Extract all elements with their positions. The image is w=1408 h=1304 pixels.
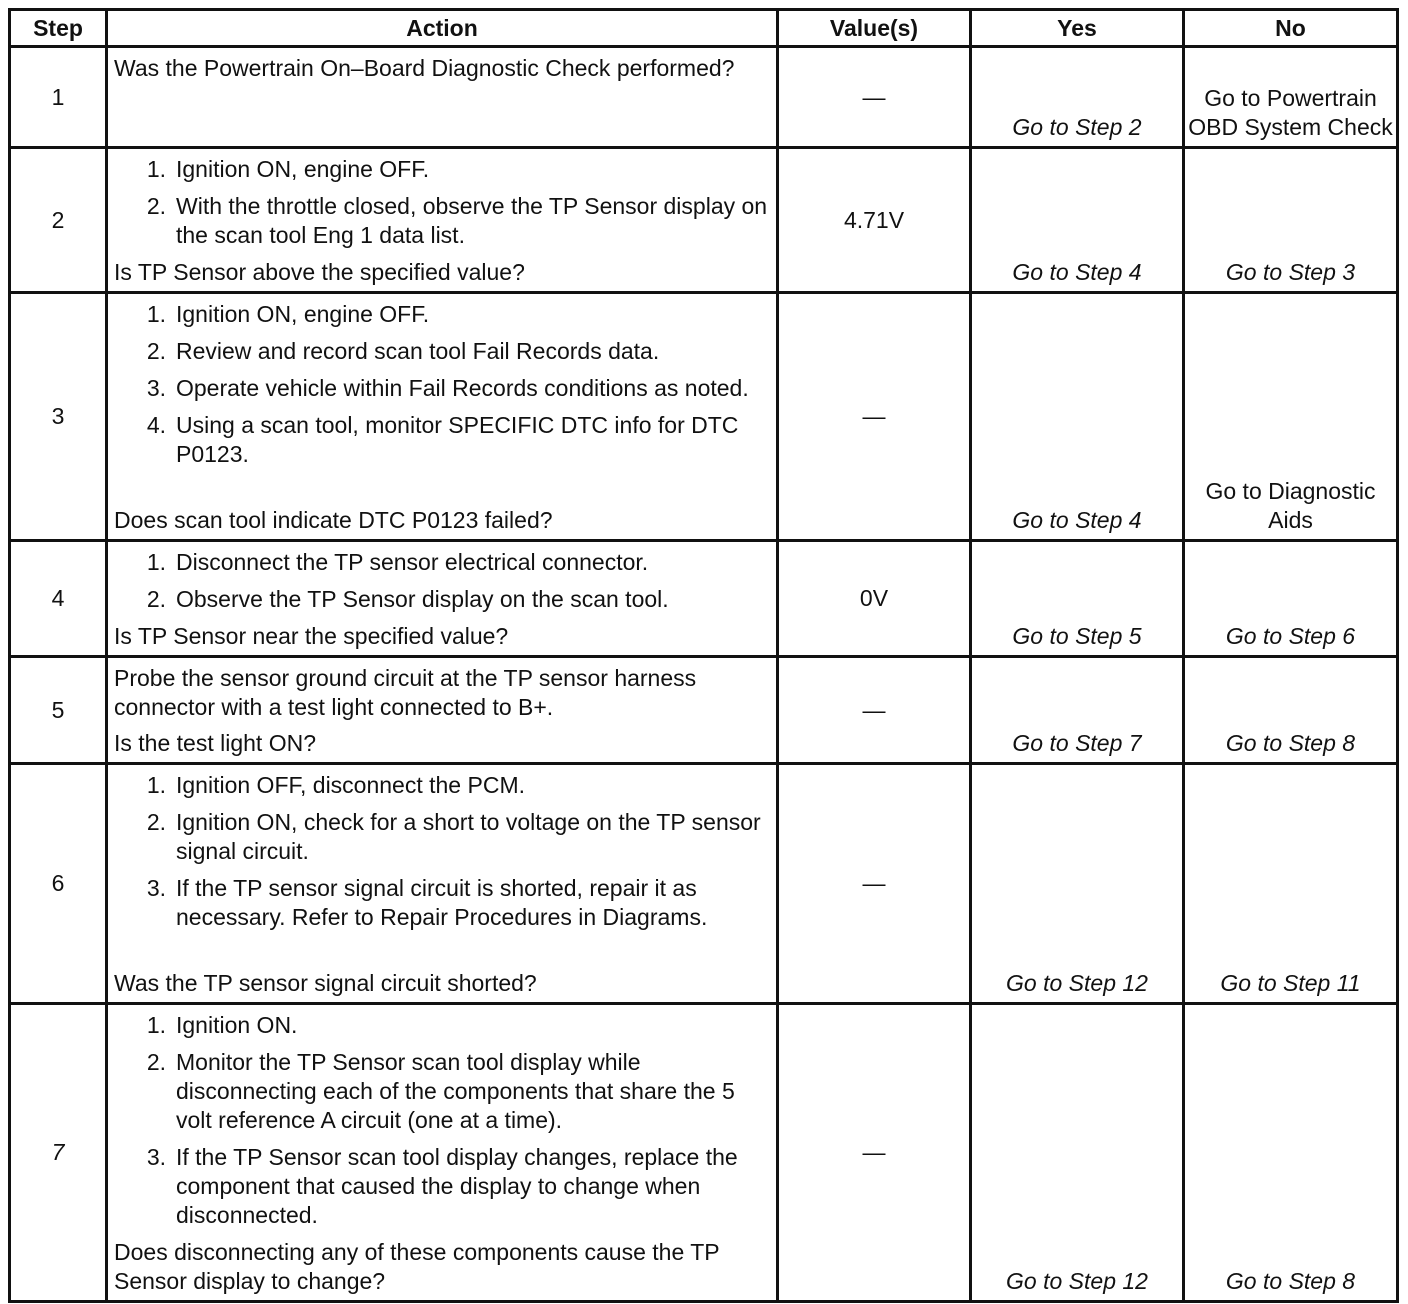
table-row bbox=[10, 148, 1398, 293]
value-cell: — bbox=[778, 1004, 971, 1302]
action-step-number: 4. bbox=[146, 412, 166, 438]
table-body bbox=[10, 47, 1398, 1302]
action-question: Is TP Sensor near the specified value? bbox=[114, 623, 509, 649]
step-number: 7 bbox=[10, 1004, 107, 1302]
action-step-text: Ignition ON, check for a short to voltage on the TP sensor signal circuit. bbox=[176, 809, 761, 864]
value-cell: — bbox=[778, 47, 971, 148]
action-step-item bbox=[114, 1048, 768, 1135]
action-step-item bbox=[114, 411, 768, 469]
action-question: Is TP Sensor above the specified value? bbox=[114, 259, 525, 285]
diagnostic-table bbox=[8, 8, 1399, 1303]
yes-cell: Go to Step 2 bbox=[971, 47, 1184, 148]
action-cell bbox=[107, 47, 778, 148]
action-step-number: 1. bbox=[146, 549, 166, 575]
action-step-list bbox=[114, 155, 768, 250]
action-step-number: 2. bbox=[146, 586, 166, 612]
step-number: 5 bbox=[10, 657, 107, 764]
value-cell: — bbox=[778, 764, 971, 1004]
value-cell: — bbox=[778, 657, 971, 764]
action-question: Is the test light ON? bbox=[114, 730, 316, 756]
yes-cell: Go to Step 7 bbox=[971, 657, 1184, 764]
diagnostic-table-container bbox=[8, 8, 1396, 1296]
yes-cell: Go to Step 4 bbox=[971, 148, 1184, 293]
no-cell: Go to Step 11 bbox=[1184, 764, 1398, 1004]
action-question: Does disconnecting any of these components cause the TP Sensor display to change? bbox=[114, 1239, 720, 1294]
step-number: 3 bbox=[10, 293, 107, 541]
action-question: Does scan tool indicate DTC P0123 failed? bbox=[114, 507, 553, 533]
table-row bbox=[10, 47, 1398, 148]
table-row bbox=[10, 541, 1398, 657]
action-content bbox=[114, 548, 768, 651]
step-number: 1 bbox=[10, 47, 107, 148]
action-cell bbox=[107, 148, 778, 293]
step-number: 2 bbox=[10, 148, 107, 293]
table-row bbox=[10, 1004, 1398, 1302]
action-step-text: If the TP Sensor scan tool display changes, replace the component that caused the display to change when disconnected. bbox=[176, 1144, 738, 1228]
action-step-text: Ignition ON. bbox=[176, 1012, 298, 1038]
action-content bbox=[114, 54, 768, 142]
action-step-item bbox=[114, 771, 768, 800]
table-row bbox=[10, 657, 1398, 764]
header-no: No bbox=[1184, 10, 1398, 47]
action-step-number: 1. bbox=[146, 301, 166, 327]
action-instructions bbox=[114, 155, 768, 258]
action-step-list bbox=[114, 771, 768, 932]
step-number: 6 bbox=[10, 764, 107, 1004]
action-step-list bbox=[114, 1011, 768, 1230]
action-instructions bbox=[114, 664, 768, 728]
action-step-item bbox=[114, 585, 768, 614]
action-step-item bbox=[114, 808, 768, 866]
action-cell bbox=[107, 764, 778, 1004]
yes-cell: Go to Step 4 bbox=[971, 293, 1184, 541]
action-step-item bbox=[114, 192, 768, 250]
action-step-text: Ignition ON, engine OFF. bbox=[176, 156, 430, 182]
action-step-number: 2. bbox=[146, 1049, 166, 1075]
header-row bbox=[10, 10, 1398, 47]
value-cell: — bbox=[778, 293, 971, 541]
action-step-number: 2. bbox=[146, 338, 166, 364]
no-cell: Go to Powertrain OBD System Check bbox=[1184, 47, 1398, 148]
action-intro-text: Probe the sensor ground circuit at the TP sensor harness connector with a test light connected to B+. bbox=[114, 665, 697, 720]
action-step-item bbox=[114, 874, 768, 932]
step-number: 4 bbox=[10, 541, 107, 657]
yes-cell: Go to Step 12 bbox=[971, 1004, 1184, 1302]
action-step-number: 2. bbox=[146, 193, 166, 219]
action-step-text: Monitor the TP Sensor scan tool display while disconnecting each of the components that share the 5 volt reference A circuit (one at a time). bbox=[176, 1049, 735, 1133]
header-values: Value(s) bbox=[778, 10, 971, 47]
action-content bbox=[114, 664, 768, 758]
action-step-number: 3. bbox=[146, 875, 166, 901]
action-instructions bbox=[114, 771, 768, 940]
action-step-text: Ignition ON, engine OFF. bbox=[176, 301, 430, 327]
action-step-number: 3. bbox=[146, 375, 166, 401]
action-step-list bbox=[114, 300, 768, 469]
action-step-text: Review and record scan tool Fail Records data. bbox=[176, 338, 660, 364]
action-cell bbox=[107, 657, 778, 764]
header-step: Step bbox=[10, 10, 107, 47]
action-step-number: 1. bbox=[146, 772, 166, 798]
action-instructions bbox=[114, 1011, 768, 1238]
action-step-text: Operate vehicle within Fail Records conditions as noted. bbox=[176, 375, 749, 401]
table-row bbox=[10, 764, 1398, 1004]
action-cell bbox=[107, 1004, 778, 1302]
action-step-item bbox=[114, 155, 768, 184]
action-content bbox=[114, 771, 768, 998]
action-step-list bbox=[114, 548, 768, 614]
action-step-text: Disconnect the TP sensor electrical connector. bbox=[176, 549, 649, 575]
action-content bbox=[114, 155, 768, 287]
action-question: Was the TP sensor signal circuit shorted? bbox=[114, 970, 537, 996]
no-cell: Go to Step 6 bbox=[1184, 541, 1398, 657]
action-intro-text: Was the Powertrain On–Board Diagnostic Check performed? bbox=[114, 55, 735, 81]
action-cell bbox=[107, 541, 778, 657]
action-content bbox=[114, 300, 768, 535]
action-cell bbox=[107, 293, 778, 541]
action-step-number: 1. bbox=[146, 1012, 166, 1038]
value-cell: 0V bbox=[778, 541, 971, 657]
header-action: Action bbox=[107, 10, 778, 47]
yes-cell: Go to Step 5 bbox=[971, 541, 1184, 657]
action-step-text: Ignition OFF, disconnect the PCM. bbox=[176, 772, 525, 798]
action-step-text: Observe the TP Sensor display on the scan tool. bbox=[176, 586, 669, 612]
action-instructions bbox=[114, 548, 768, 622]
action-instructions bbox=[114, 54, 768, 89]
action-step-item bbox=[114, 1143, 768, 1230]
action-step-item bbox=[114, 300, 768, 329]
action-content bbox=[114, 1011, 768, 1296]
action-step-text: Using a scan tool, monitor SPECIFIC DTC info for DTC P0123. bbox=[176, 412, 739, 467]
action-step-text: If the TP sensor signal circuit is shorted, repair it as necessary. Refer to Repair Procedures in Diagrams. bbox=[176, 875, 708, 930]
action-step-number: 1. bbox=[146, 156, 166, 182]
no-cell: Go to Step 3 bbox=[1184, 148, 1398, 293]
no-cell: Go to Step 8 bbox=[1184, 657, 1398, 764]
action-instructions bbox=[114, 300, 768, 477]
action-step-item bbox=[114, 374, 768, 403]
table-row bbox=[10, 293, 1398, 541]
action-step-text: With the throttle closed, observe the TP Sensor display on the scan tool Eng 1 data list. bbox=[176, 193, 768, 248]
header-yes: Yes bbox=[971, 10, 1184, 47]
action-step-item bbox=[114, 548, 768, 577]
no-cell: Go to Step 8 bbox=[1184, 1004, 1398, 1302]
no-cell: Go to Diagnostic Aids bbox=[1184, 293, 1398, 541]
action-step-number: 2. bbox=[146, 809, 166, 835]
value-cell: 4.71V bbox=[778, 148, 971, 293]
action-step-item bbox=[114, 1011, 768, 1040]
action-step-number: 3. bbox=[146, 1144, 166, 1170]
yes-cell: Go to Step 12 bbox=[971, 764, 1184, 1004]
action-step-item bbox=[114, 337, 768, 366]
